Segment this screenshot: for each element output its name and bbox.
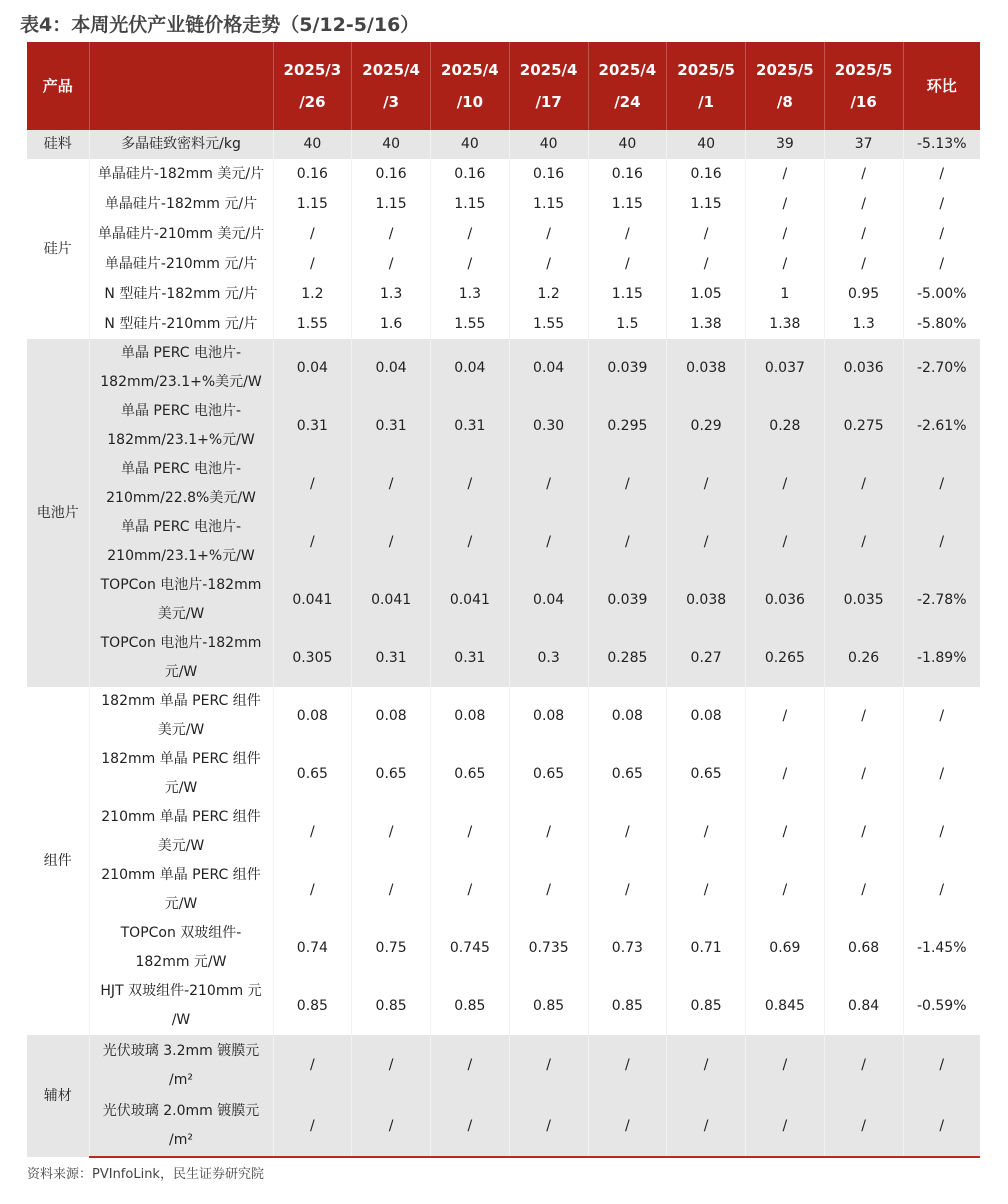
table-row <box>27 919 980 977</box>
price-cell: / <box>352 861 431 919</box>
price-cell: 0.85 <box>667 977 746 1035</box>
price-cell: 1.55 <box>431 309 510 339</box>
price-cell: / <box>273 1096 352 1157</box>
price-cell: / <box>824 159 903 189</box>
group-label: 电池片 <box>27 339 89 687</box>
header-date: 2025/5 /1 <box>667 42 746 130</box>
price-cell: 0.16 <box>273 159 352 189</box>
price-cell: 0.95 <box>824 279 903 309</box>
price-cell: 0.038 <box>667 339 746 397</box>
table-row <box>27 571 980 629</box>
price-cell: 0.04 <box>431 339 510 397</box>
price-cell: 0.31 <box>352 397 431 455</box>
change-cell: -2.61% <box>903 397 980 455</box>
price-cell: / <box>273 1035 352 1096</box>
price-cell: / <box>746 1035 825 1096</box>
price-cell: 1.2 <box>509 279 588 309</box>
change-cell: / <box>903 249 980 279</box>
price-cell: / <box>431 803 510 861</box>
price-cell: 0.04 <box>509 339 588 397</box>
price-cell: / <box>824 687 903 745</box>
table-row <box>27 745 980 803</box>
group-label: 辅材 <box>27 1035 89 1157</box>
header-date: 2025/5 /8 <box>746 42 825 130</box>
table-row <box>27 279 980 309</box>
price-cell: 1.3 <box>352 279 431 309</box>
change-cell: -2.70% <box>903 339 980 397</box>
header-date: 2025/4 /24 <box>588 42 667 130</box>
change-cell: -1.45% <box>903 919 980 977</box>
change-cell: -5.00% <box>903 279 980 309</box>
product-name: N 型硅片-210mm 元/片 <box>89 309 273 339</box>
price-cell: 0.85 <box>588 977 667 1035</box>
product-name: 单晶硅片-182mm 元/片 <box>89 189 273 219</box>
product-name: 光伏玻璃 3.2mm 镀膜元 /m² <box>89 1035 273 1096</box>
table-row <box>27 861 980 919</box>
price-cell: / <box>667 219 746 249</box>
table-row <box>27 159 980 189</box>
price-cell: 0.85 <box>509 977 588 1035</box>
price-cell: 1.55 <box>509 309 588 339</box>
price-cell: 0.28 <box>746 397 825 455</box>
table-row <box>27 309 980 339</box>
change-cell: / <box>903 803 980 861</box>
change-cell: / <box>903 687 980 745</box>
price-cell: 0.65 <box>273 745 352 803</box>
price-cell: 1.15 <box>352 189 431 219</box>
price-cell: 0.735 <box>509 919 588 977</box>
price-cell: / <box>509 803 588 861</box>
price-cell: 0.29 <box>667 397 746 455</box>
price-cell: / <box>824 803 903 861</box>
price-cell: / <box>824 219 903 249</box>
price-cell: / <box>509 513 588 571</box>
price-cell: 0.845 <box>746 977 825 1035</box>
price-cell: 0.16 <box>667 159 746 189</box>
price-cell: 1.6 <box>352 309 431 339</box>
price-cell: / <box>273 513 352 571</box>
price-cell: 1.15 <box>588 279 667 309</box>
change-cell: / <box>903 455 980 513</box>
price-cell: 0.16 <box>352 159 431 189</box>
price-cell: / <box>824 249 903 279</box>
price-cell: / <box>431 219 510 249</box>
source-note: 资料来源：PVInfoLink，民生证券研究院 <box>27 1167 264 1182</box>
price-cell: / <box>824 861 903 919</box>
price-cell: 0.85 <box>352 977 431 1035</box>
table-row <box>27 687 980 745</box>
price-cell: 0.31 <box>273 397 352 455</box>
price-cell: / <box>509 861 588 919</box>
price-cell: 1.15 <box>588 189 667 219</box>
price-cell: / <box>824 455 903 513</box>
price-cell: 0.31 <box>431 397 510 455</box>
product-name: TOPCon 电池片-182mm 元/W <box>89 629 273 687</box>
price-cell: 1.15 <box>273 189 352 219</box>
price-cell: 0.08 <box>352 687 431 745</box>
price-cell: / <box>746 687 825 745</box>
change-cell: / <box>903 745 980 803</box>
table-row <box>27 1096 980 1157</box>
change-cell: -5.13% <box>903 130 980 159</box>
price-cell: 0.31 <box>431 629 510 687</box>
product-name: HJT 双玻组件-210mm 元 /W <box>89 977 273 1035</box>
price-cell: / <box>667 803 746 861</box>
price-cell: 0.08 <box>667 687 746 745</box>
price-cell: 0.08 <box>431 687 510 745</box>
price-cell: 1.05 <box>667 279 746 309</box>
price-cell: 0.038 <box>667 571 746 629</box>
price-cell: 40 <box>667 130 746 159</box>
price-cell: 0.745 <box>431 919 510 977</box>
price-cell: 0.85 <box>273 977 352 1035</box>
header-date: 2025/4 /10 <box>431 42 510 130</box>
price-cell: 0.30 <box>509 397 588 455</box>
price-cell: / <box>824 189 903 219</box>
price-cell: / <box>588 219 667 249</box>
price-cell: / <box>746 249 825 279</box>
price-cell: 0.037 <box>746 339 825 397</box>
price-cell: / <box>431 513 510 571</box>
price-cell: / <box>431 249 510 279</box>
header-date: 2025/4 /3 <box>352 42 431 130</box>
price-cell: 1.38 <box>746 309 825 339</box>
change-cell: / <box>903 1035 980 1096</box>
price-cell: 0.84 <box>824 977 903 1035</box>
price-cell: 0.74 <box>273 919 352 977</box>
price-cell: 0.65 <box>431 745 510 803</box>
table-row <box>27 629 980 687</box>
price-cell: 1.3 <box>824 309 903 339</box>
price-cell: 0.71 <box>667 919 746 977</box>
product-name: 182mm 单晶 PERC 组件 元/W <box>89 745 273 803</box>
price-cell: / <box>746 1096 825 1157</box>
table-row <box>27 455 980 513</box>
price-cell: 37 <box>824 130 903 159</box>
group-label: 硅料 <box>27 130 89 159</box>
change-cell: -0.59% <box>903 977 980 1035</box>
table-row <box>27 513 980 571</box>
price-cell: 0.036 <box>824 339 903 397</box>
price-cell: / <box>588 1096 667 1157</box>
price-cell: 0.27 <box>667 629 746 687</box>
price-cell: 0.65 <box>588 745 667 803</box>
table-row <box>27 339 980 397</box>
price-cell: / <box>746 219 825 249</box>
price-cell: 0.31 <box>352 629 431 687</box>
change-cell: -2.78% <box>903 571 980 629</box>
price-cell: 0.65 <box>352 745 431 803</box>
price-cell: 0.041 <box>273 571 352 629</box>
price-cell: 0.16 <box>509 159 588 189</box>
product-name: 182mm 单晶 PERC 组件 美元/W <box>89 687 273 745</box>
product-name: 单晶 PERC 电池片- 182mm/23.1+%元/W <box>89 397 273 455</box>
product-name: N 型硅片-182mm 元/片 <box>89 279 273 309</box>
change-cell: / <box>903 513 980 571</box>
table-row <box>27 397 980 455</box>
header-row <box>27 42 980 130</box>
price-cell: / <box>588 513 667 571</box>
price-cell: / <box>509 1035 588 1096</box>
price-cell: / <box>588 455 667 513</box>
change-cell: / <box>903 189 980 219</box>
change-cell: / <box>903 861 980 919</box>
price-cell: 1 <box>746 279 825 309</box>
price-cell: 1.15 <box>431 189 510 219</box>
price-cell: / <box>431 1035 510 1096</box>
price-table <box>27 42 980 1158</box>
price-cell: 0.16 <box>431 159 510 189</box>
price-cell: 0.73 <box>588 919 667 977</box>
price-cell: / <box>746 189 825 219</box>
price-cell: / <box>588 1035 667 1096</box>
table-row <box>27 803 980 861</box>
price-cell: / <box>509 249 588 279</box>
change-cell: / <box>903 219 980 249</box>
price-cell: 0.04 <box>352 339 431 397</box>
price-cell: 0.08 <box>273 687 352 745</box>
price-cell: 0.65 <box>667 745 746 803</box>
price-cell: 1.5 <box>588 309 667 339</box>
price-cell: / <box>824 1035 903 1096</box>
price-cell: / <box>746 513 825 571</box>
price-cell: 0.65 <box>509 745 588 803</box>
price-cell: 0.68 <box>824 919 903 977</box>
price-cell: / <box>667 513 746 571</box>
price-cell: / <box>352 1035 431 1096</box>
product-name: 单晶硅片-182mm 美元/片 <box>89 159 273 189</box>
price-cell: / <box>509 455 588 513</box>
table-title: 表4：本周光伏产业链价格走势（5/12-5/16） <box>20 14 420 36</box>
price-cell: / <box>273 803 352 861</box>
price-cell: 0.26 <box>824 629 903 687</box>
change-cell: -5.80% <box>903 309 980 339</box>
price-cell: 0.08 <box>509 687 588 745</box>
price-cell: / <box>273 861 352 919</box>
change-cell: / <box>903 159 980 189</box>
price-cell: 0.041 <box>431 571 510 629</box>
price-cell: 0.16 <box>588 159 667 189</box>
change-cell: / <box>903 1096 980 1157</box>
table-row <box>27 189 980 219</box>
table-row <box>27 977 980 1035</box>
price-cell: 0.035 <box>824 571 903 629</box>
header-date: 2025/3 /26 <box>273 42 352 130</box>
price-cell: 0.285 <box>588 629 667 687</box>
price-cell: 40 <box>588 130 667 159</box>
price-cell: 0.305 <box>273 629 352 687</box>
header-date: 2025/4 /17 <box>509 42 588 130</box>
price-cell: 0.036 <box>746 571 825 629</box>
product-name: 多晶硅致密料元/kg <box>89 130 273 159</box>
price-cell: / <box>746 159 825 189</box>
price-cell: 0.041 <box>352 571 431 629</box>
price-cell: / <box>588 803 667 861</box>
price-cell: / <box>824 513 903 571</box>
price-cell: 0.85 <box>431 977 510 1035</box>
group-label: 组件 <box>43 852 72 869</box>
price-cell: 0.04 <box>273 339 352 397</box>
price-cell: / <box>667 455 746 513</box>
table-row <box>27 130 980 159</box>
price-cell: / <box>352 803 431 861</box>
price-cell: 0.3 <box>509 629 588 687</box>
header-date: 2025/5 /16 <box>824 42 903 130</box>
price-cell: 1.15 <box>667 189 746 219</box>
price-cell: 0.04 <box>509 571 588 629</box>
table-row <box>27 249 980 279</box>
price-cell: / <box>509 219 588 249</box>
product-name: TOPCon 电池片-182mm 美元/W <box>89 571 273 629</box>
price-cell: 39 <box>746 130 825 159</box>
price-cell: / <box>273 249 352 279</box>
header-product: 产品 <box>27 42 89 130</box>
price-cell: 0.039 <box>588 571 667 629</box>
product-name: TOPCon 双玻组件- 182mm 元/W <box>89 919 273 977</box>
header-change: 环比 <box>903 42 980 130</box>
price-cell: / <box>746 861 825 919</box>
price-cell: / <box>352 455 431 513</box>
price-cell: 40 <box>352 130 431 159</box>
product-name: 单晶 PERC 电池片- 210mm/23.1+%元/W <box>89 513 273 571</box>
price-cell: / <box>588 861 667 919</box>
price-cell: / <box>667 1035 746 1096</box>
price-cell: / <box>588 249 667 279</box>
price-cell: / <box>667 1096 746 1157</box>
price-cell: / <box>824 745 903 803</box>
product-name: 光伏玻璃 2.0mm 镀膜元 /m² <box>89 1096 273 1157</box>
price-cell: / <box>667 249 746 279</box>
header-name <box>89 42 273 130</box>
price-cell: / <box>824 1096 903 1157</box>
product-name: 单晶 PERC 电池片- 210mm/22.8%美元/W <box>89 455 273 513</box>
price-cell: 1.2 <box>273 279 352 309</box>
price-cell: 0.69 <box>746 919 825 977</box>
product-name: 单晶硅片-210mm 美元/片 <box>89 219 273 249</box>
price-cell: / <box>431 1096 510 1157</box>
product-name: 210mm 单晶 PERC 组件 元/W <box>89 861 273 919</box>
price-cell: 0.08 <box>588 687 667 745</box>
table-row <box>27 1035 980 1096</box>
price-cell: / <box>273 219 352 249</box>
price-cell: 40 <box>273 130 352 159</box>
price-cell: / <box>667 861 746 919</box>
price-cell: / <box>352 249 431 279</box>
price-cell: / <box>746 455 825 513</box>
product-name: 210mm 单晶 PERC 组件 美元/W <box>89 803 273 861</box>
price-cell: / <box>273 455 352 513</box>
product-name: 单晶 PERC 电池片- 182mm/23.1+%美元/W <box>89 339 273 397</box>
price-cell: / <box>509 1096 588 1157</box>
price-cell: 40 <box>509 130 588 159</box>
product-name: 单晶硅片-210mm 元/片 <box>89 249 273 279</box>
price-cell: 40 <box>431 130 510 159</box>
change-cell: -1.89% <box>903 629 980 687</box>
price-cell: / <box>352 219 431 249</box>
price-cell: / <box>352 1096 431 1157</box>
price-cell: / <box>746 745 825 803</box>
price-cell: 0.275 <box>824 397 903 455</box>
price-cell: 0.75 <box>352 919 431 977</box>
price-cell: / <box>431 455 510 513</box>
price-cell: 0.295 <box>588 397 667 455</box>
price-cell: 1.3 <box>431 279 510 309</box>
price-cell: / <box>431 861 510 919</box>
price-cell: 1.55 <box>273 309 352 339</box>
price-cell: 0.265 <box>746 629 825 687</box>
price-cell: 0.039 <box>588 339 667 397</box>
price-cell: 1.15 <box>509 189 588 219</box>
price-cell: / <box>352 513 431 571</box>
price-cell: / <box>746 803 825 861</box>
price-cell: 1.38 <box>667 309 746 339</box>
table-row <box>27 219 980 249</box>
group-label: 硅片 <box>43 240 72 257</box>
